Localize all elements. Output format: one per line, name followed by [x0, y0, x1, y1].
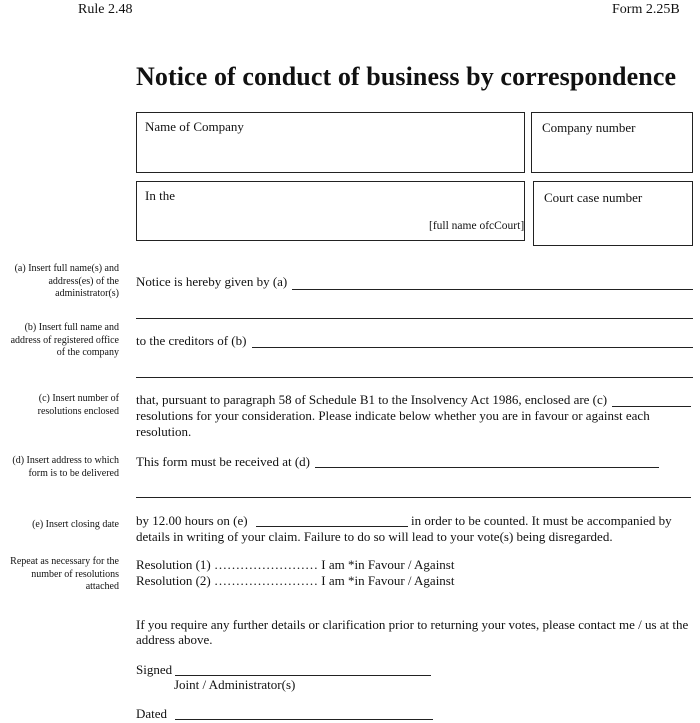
company-name-address-field[interactable]	[252, 347, 693, 348]
court-box[interactable]	[136, 181, 525, 241]
side-note-e: (e) Insert closing date	[32, 519, 119, 530]
further-details-line1: If you require any further details or clarification prior to returning your votes, please contact me / us at the	[136, 617, 689, 632]
administrator-name-field[interactable]	[292, 289, 693, 290]
form-number: Form 2.25B	[612, 2, 680, 17]
side-note-c: (c) Insert number of resolutions enclosed	[37, 393, 119, 417]
resolution-1: Resolution (1) …………………… I am *in Favour / Against	[136, 557, 455, 572]
signature-field[interactable]	[175, 675, 431, 676]
closing-date-suffix: in order to be counted. It must be accompanied by	[411, 513, 672, 528]
pursuant-text-line1: that, pursuant to paragraph 58 of Schedule B1 to the Insolvency Act 1986, enclosed are (c)	[136, 392, 608, 407]
side-note-repeat: Repeat as necessary for the number of resolutions attached	[10, 556, 119, 592]
closing-date-label: by 12.00 hours on (e)	[136, 513, 248, 528]
resolution-2: Resolution (2) …………………… I am *in Favour / Against	[136, 573, 455, 588]
court-hint: [full name ofcCourt]	[429, 220, 525, 232]
side-note-a: (a) Insert full name(s) and address(es) of the administrator(s)	[14, 263, 119, 299]
dated-label: Dated	[136, 706, 168, 721]
further-details-line2: address above.	[136, 632, 213, 647]
creditors-of-label: to the creditors of (b)	[136, 333, 247, 348]
administrator-address-field[interactable]	[136, 318, 693, 319]
number-of-resolutions-field[interactable]	[612, 406, 691, 407]
signer-role: Joint / Administrator(s)	[174, 677, 296, 692]
delivery-address-field[interactable]	[315, 467, 659, 468]
notice-given-by-label: Notice is hereby given by (a)	[136, 274, 288, 289]
signed-label: Signed	[136, 662, 173, 677]
company-number-label: Company number	[542, 120, 636, 135]
company-name-box[interactable]	[136, 112, 525, 173]
court-case-number-label: Court case number	[544, 190, 643, 205]
side-note-d: (d) Insert address to which form is to be delivered	[12, 455, 119, 479]
received-at-label: This form must be received at (d)	[136, 454, 310, 469]
delivery-address-field-2[interactable]	[136, 497, 691, 498]
rule-number: Rule 2.48	[78, 2, 133, 17]
company-address-field[interactable]	[136, 377, 693, 378]
pursuant-text-line3: resolution.	[136, 424, 192, 439]
pursuant-text-line2: resolutions for your consideration. Please indicate below whether you are in favour or against each	[136, 408, 650, 423]
company-name-label: Name of Company	[145, 119, 244, 134]
court-label: In the	[145, 188, 175, 203]
closing-date-field[interactable]	[256, 526, 408, 527]
side-note-b: (b) Insert full name and address of registered office of the company	[10, 322, 119, 358]
closing-date-line2: details in writing of your claim. Failure to do so will lead to your vote(s) being disregarded.	[136, 529, 613, 544]
court-case-number-box[interactable]	[533, 181, 693, 246]
page-title: Notice of conduct of business by correspondence	[136, 62, 677, 91]
date-field[interactable]	[175, 719, 433, 720]
company-number-box[interactable]	[531, 112, 693, 173]
